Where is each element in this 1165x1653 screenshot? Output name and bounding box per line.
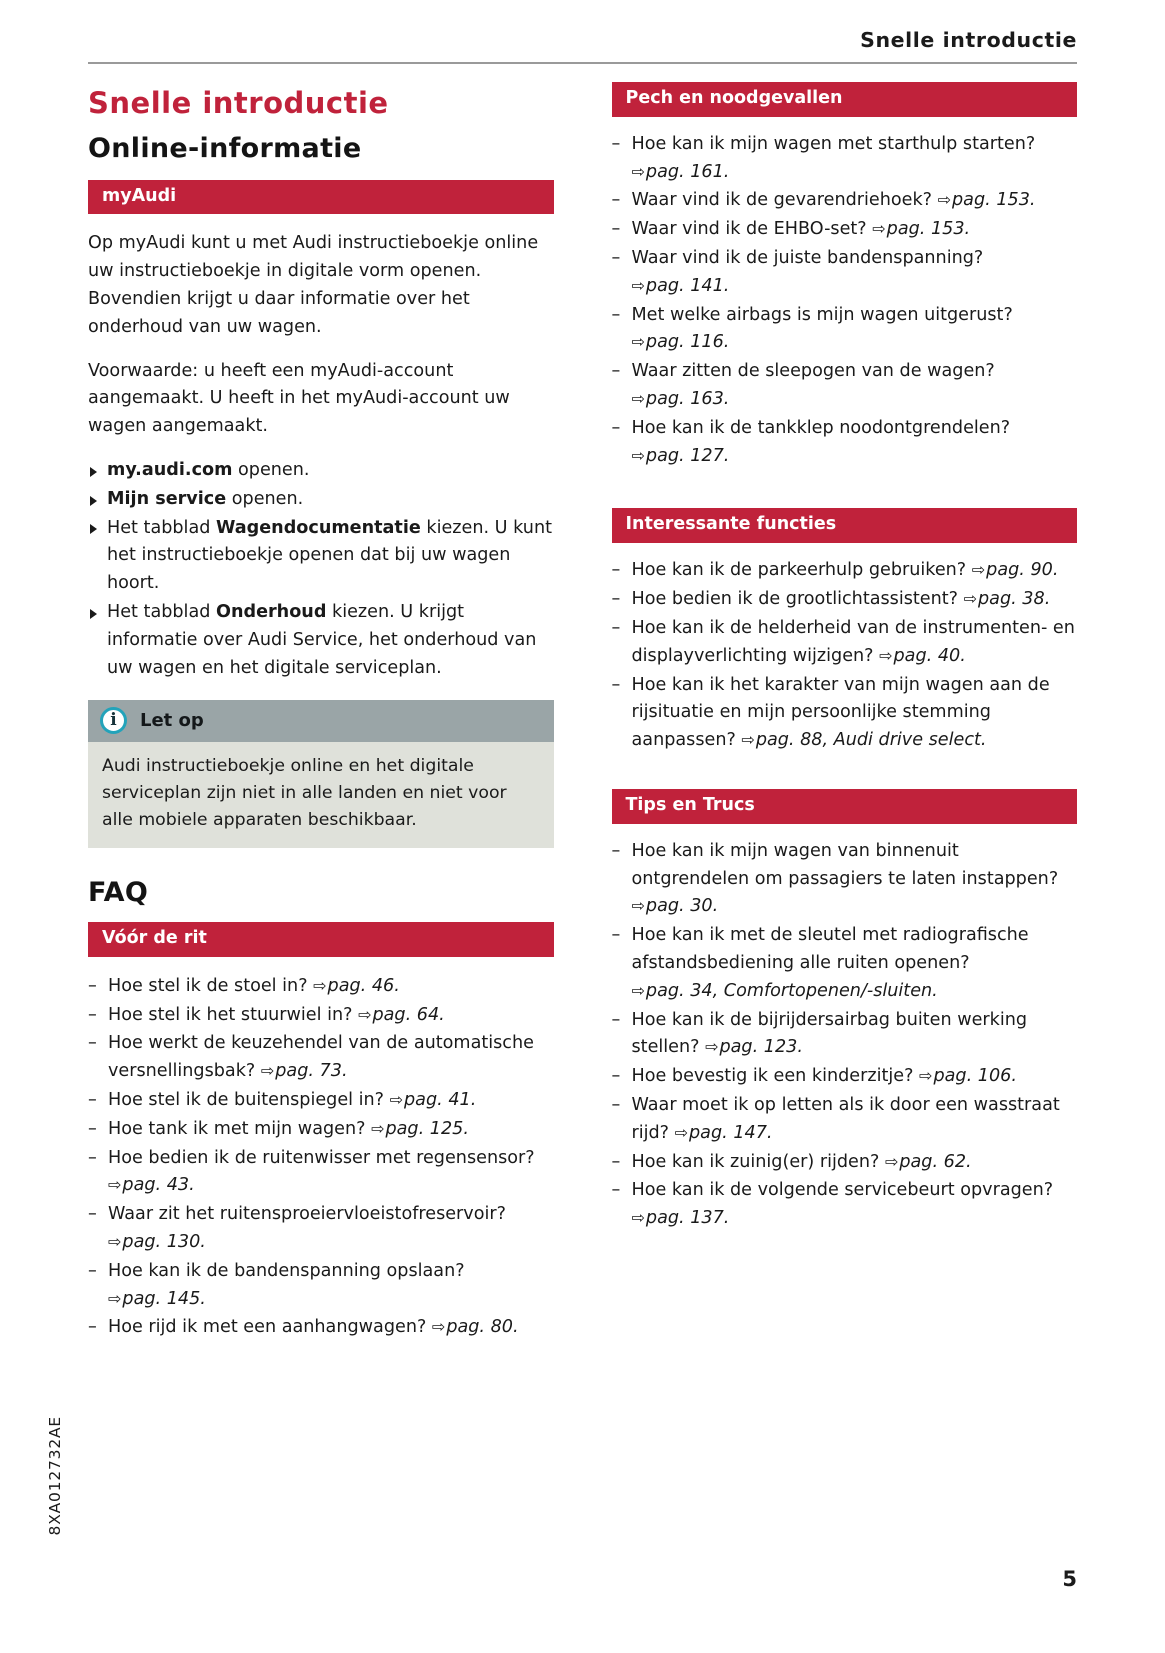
myaudi-action-list	[88, 457, 554, 682]
page-reference-label: pag. 46.	[327, 975, 400, 996]
list-item	[88, 1030, 554, 1086]
page-reference-label: pag. 88, Audi drive select.	[755, 730, 987, 751]
subsection-bar-myaudi: myAudi	[88, 180, 554, 215]
faq-question: Hoe kan ik het karakter van mijn wagen aan de rijsituatie en mijn persoonlijke stemming aanpassen?	[631, 674, 1050, 751]
page-reference-label: pag. 116.	[645, 332, 730, 353]
myaudi-paragraph-1: Op myAudi kunt u met Audi instructieboekje online uw instructieboekje in digitale vorm openen. Bovendien krijgt u daar informatie over het onderhoud van uw wagen.	[88, 233, 539, 337]
arrow-right-icon: ⇨	[108, 1175, 122, 1195]
dash-bullet-icon: –	[611, 1009, 621, 1030]
faq-question: Hoe kan ik de volgende servicebeurt opvragen?	[631, 1180, 1054, 1201]
note-box-title: Let op	[140, 710, 204, 732]
page-reference-label: pag. 153.	[952, 190, 1036, 211]
list-item	[88, 1258, 554, 1314]
list-item	[88, 1116, 554, 1144]
right-column	[612, 82, 1078, 1346]
arrow-right-icon: ⇨	[879, 645, 893, 665]
note-box-header	[88, 700, 554, 742]
arrow-right-icon: ⇨	[631, 980, 645, 1000]
action-bold-term: Onderhoud	[216, 602, 327, 623]
list-item	[612, 302, 1078, 358]
page-number: 5	[1062, 1567, 1077, 1591]
arrow-right-icon: ⇨	[108, 1288, 122, 1308]
dash-bullet-icon: –	[88, 1090, 97, 1111]
page-reference[interactable]	[261, 1061, 348, 1081]
faq-question: Hoe kan ik de tankklep noodontgrendelen?	[631, 417, 1011, 438]
document-part-number: 8XA012732AE	[46, 1415, 64, 1535]
list-item	[88, 599, 554, 682]
subsection-bar-voor-de-rit: Vóór de rit	[88, 922, 554, 957]
dash-bullet-icon: –	[611, 840, 621, 861]
page-reference[interactable]	[632, 389, 730, 409]
arrow-right-icon: ⇨	[631, 389, 645, 409]
triangle-bullet-icon	[90, 496, 97, 506]
page-reference-label: pag. 147.	[689, 1122, 773, 1143]
running-header-title: Snelle introductie	[860, 28, 1077, 52]
note-box	[88, 700, 554, 848]
list-item	[612, 245, 1078, 301]
arrow-right-icon: ⇨	[937, 190, 952, 210]
action-rest: kiezen. U krijgt informatie over Audi Service, het onderhoud van uw wagen en het digitale serviceplan.	[107, 602, 537, 678]
page-reference-label: pag. 80.	[446, 1317, 519, 1338]
faq-question: Hoe kan ik de bandenspanning opslaan?	[108, 1260, 465, 1281]
page-reference[interactable]	[432, 1317, 519, 1337]
page-reference[interactable]	[371, 1119, 469, 1139]
page-reference[interactable]	[632, 1208, 730, 1228]
faq-question: Hoe stel ik het stuurwiel in?	[108, 1004, 353, 1025]
triangle-bullet-icon	[90, 609, 97, 619]
page-reference[interactable]	[964, 589, 1051, 609]
page-reference-label: pag. 30.	[645, 896, 719, 917]
arrow-right-icon: ⇨	[358, 1004, 372, 1024]
dash-bullet-icon: –	[611, 248, 621, 269]
page-reference-label: pag. 127.	[645, 445, 730, 466]
faq-question: Hoe stel ik de buitenspiegel in?	[108, 1090, 385, 1111]
arrow-right-icon: ⇨	[631, 332, 645, 352]
myaudi-paragraph-2: Voorwaarde: u heeft een myAudi-account aangemaakt. U heeft in het myAudi-account uw wagen aangemaakt.	[88, 360, 510, 437]
list-item	[88, 1002, 554, 1030]
page-reference[interactable]	[108, 1232, 206, 1252]
page-reference[interactable]	[358, 1005, 445, 1025]
list-item	[612, 615, 1078, 671]
faq-question: Hoe rijd ik met een aanhangwagen?	[108, 1317, 427, 1338]
page-reference[interactable]	[972, 560, 1059, 580]
page-reference-label: pag. 141.	[645, 275, 730, 296]
faq-question: Hoe kan ik zuinig(er) rijden?	[631, 1151, 880, 1172]
list-item	[612, 557, 1078, 585]
page-reference-label: pag. 145.	[122, 1288, 206, 1309]
list-item	[612, 1063, 1078, 1091]
arrow-right-icon: ⇨	[705, 1037, 719, 1057]
faq-question: Waar zitten de sleepogen van de wagen?	[631, 361, 995, 382]
arrow-right-icon: ⇨	[371, 1118, 385, 1138]
page-reference[interactable]	[705, 1037, 803, 1057]
arrow-right-icon: ⇨	[884, 1151, 899, 1171]
faq-question: Hoe kan ik de parkeerhulp gebruiken?	[631, 560, 967, 581]
list-item	[612, 187, 1078, 215]
arrow-right-icon: ⇨	[631, 1208, 645, 1228]
action-rest: openen.	[232, 460, 310, 481]
page-reference[interactable]	[879, 646, 966, 666]
faq-question: Hoe kan ik de helderheid van de instrumenten- en displayverlichting wijzigen?	[631, 617, 1075, 666]
list-item	[612, 415, 1078, 471]
two-column-layout	[88, 82, 1077, 1346]
arrow-right-icon: ⇨	[313, 975, 327, 995]
dash-bullet-icon: –	[611, 219, 621, 240]
list-item	[612, 358, 1078, 414]
faq-question: Waar vind ik de juiste bandenspanning?	[631, 248, 984, 269]
page-reference[interactable]	[108, 1289, 206, 1309]
dash-bullet-icon: –	[611, 1180, 621, 1201]
list-item	[612, 131, 1078, 187]
left-column	[88, 82, 554, 1346]
faq-list-pech-en-noodgevallen	[612, 131, 1078, 471]
dash-bullet-icon: –	[611, 190, 621, 211]
page-reference[interactable]	[313, 976, 400, 996]
page-reference-label: pag. 90.	[986, 560, 1059, 581]
info-icon: i	[100, 707, 127, 734]
triangle-bullet-icon	[90, 467, 97, 477]
dash-bullet-icon: –	[88, 1317, 97, 1338]
page-reference[interactable]	[632, 981, 938, 1001]
faq-question: Waar moet ik op letten als ik door een wasstraat rijd?	[631, 1094, 1060, 1143]
page-reference[interactable]	[632, 332, 730, 352]
page-reference-label: pag. 73.	[275, 1061, 348, 1082]
dash-bullet-icon: –	[611, 925, 621, 946]
list-item	[612, 1149, 1078, 1177]
subsection-bar-tips-en-trucs: Tips en Trucs	[612, 789, 1078, 824]
dash-bullet-icon: –	[611, 617, 621, 638]
faq-question: Hoe kan ik mijn wagen met starthulp starten?	[631, 133, 1036, 154]
arrow-right-icon: ⇨	[631, 161, 645, 181]
dash-bullet-icon: –	[611, 417, 621, 438]
dash-bullet-icon: –	[611, 674, 621, 695]
page-reference[interactable]	[632, 446, 730, 466]
dash-bullet-icon: –	[88, 1204, 97, 1225]
page-reference-label: pag. 137.	[645, 1208, 730, 1229]
arrow-right-icon: ⇨	[389, 1090, 404, 1110]
page-reference-label: pag. 106.	[933, 1066, 1017, 1087]
page-reference[interactable]	[632, 896, 719, 916]
page-reference[interactable]	[938, 190, 1036, 210]
faq-question: Met welke airbags is mijn wagen uitgerust?	[631, 304, 1013, 325]
arrow-right-icon: ⇨	[631, 445, 645, 465]
action-bold-lead: my.audi.com	[107, 460, 233, 481]
page-reference-label: pag. 40.	[893, 645, 966, 666]
chapter-title: Snelle introductie	[88, 86, 389, 120]
arrow-right-icon: ⇨	[108, 1232, 122, 1252]
dash-bullet-icon: –	[88, 975, 97, 996]
list-item	[88, 1314, 554, 1342]
page-reference[interactable]	[872, 219, 970, 239]
faq-heading: FAQ	[88, 877, 149, 909]
dash-bullet-icon: –	[611, 560, 621, 581]
list-item	[88, 1087, 554, 1115]
arrow-right-icon: ⇨	[631, 896, 645, 916]
faq-question: Hoe bedien ik de grootlichtassistent?	[631, 589, 958, 610]
page-reference[interactable]	[632, 276, 730, 296]
triangle-bullet-icon	[90, 524, 97, 534]
action-pre: Het tabblad	[107, 602, 216, 623]
list-item	[612, 1177, 1078, 1233]
faq-question: Waar vind ik de EHBO-set?	[631, 219, 867, 240]
action-rest: kiezen. U kunt het instructieboekje openen dat bij uw wagen hoort.	[107, 517, 553, 594]
page-reference-label: pag. 123.	[719, 1037, 803, 1058]
faq-question: Hoe kan ik de bijrijdersairbag buiten werking stellen?	[631, 1009, 1028, 1058]
section-spacer	[612, 474, 1078, 508]
list-item	[612, 586, 1078, 614]
faq-question: Hoe kan ik met de sleutel met radiografische afstandsbediening alle ruiten openen?	[631, 925, 1029, 973]
list-item	[612, 1007, 1078, 1063]
page-reference[interactable]	[675, 1123, 773, 1143]
note-box-text: Audi instructieboekje online en het digitale serviceplan zijn niet in alle landen en niet voor alle mobiele apparaten beschikbaar.	[88, 742, 554, 848]
arrow-right-icon: ⇨	[919, 1066, 933, 1086]
page-reference[interactable]	[885, 1152, 972, 1172]
list-item	[612, 1092, 1078, 1148]
list-item	[88, 457, 554, 485]
dash-bullet-icon: –	[88, 1260, 97, 1281]
dash-bullet-icon: –	[611, 133, 621, 154]
dash-bullet-icon: –	[611, 1094, 621, 1115]
list-item	[612, 922, 1078, 1005]
list-item	[88, 1201, 554, 1257]
dash-bullet-icon: –	[611, 589, 621, 610]
dash-bullet-icon: –	[611, 1151, 621, 1172]
page-reference-label: pag. 38.	[978, 589, 1051, 610]
page-reference-label: pag. 163.	[645, 389, 730, 410]
list-item	[88, 973, 554, 1001]
faq-question: Hoe werkt de keuzehendel van de automatische versnellingsbak?	[108, 1033, 534, 1082]
faq-question: Hoe tank ik met mijn wagen?	[108, 1118, 366, 1139]
page-reference[interactable]	[108, 1175, 195, 1195]
section-spacer	[612, 759, 1078, 789]
page-reference-label: pag. 130.	[122, 1232, 206, 1253]
dash-bullet-icon: –	[611, 1066, 621, 1087]
list-item	[88, 486, 554, 514]
page-reference-label: pag. 41.	[404, 1090, 477, 1111]
list-item	[88, 1145, 554, 1201]
page-reference[interactable]	[632, 162, 730, 182]
action-bold-lead: Mijn service	[107, 488, 227, 509]
action-rest: openen.	[226, 488, 304, 509]
faq-list-tips-en-trucs	[612, 838, 1078, 1233]
subsection-bar-pech-en-noodgevallen: Pech en noodgevallen	[612, 82, 1078, 117]
page-reference-label: pag. 34, Comfortopenen/-sluiten.	[645, 980, 938, 1001]
faq-question: Hoe stel ik de stoel in?	[108, 975, 308, 996]
action-pre: Het tabblad	[107, 517, 216, 538]
list-item	[612, 216, 1078, 244]
arrow-right-icon: ⇨	[872, 219, 886, 239]
faq-question: Hoe bevestig ik een kinderzitje?	[631, 1066, 914, 1087]
page-reference-label: pag. 125.	[385, 1118, 469, 1139]
list-item	[612, 838, 1078, 921]
arrow-right-icon: ⇨	[741, 730, 755, 750]
arrow-right-icon: ⇨	[260, 1061, 275, 1081]
list-item	[88, 515, 554, 598]
arrow-right-icon: ⇨	[431, 1317, 446, 1337]
arrow-right-icon: ⇨	[971, 560, 986, 580]
action-bold-term: Wagendocumentatie	[216, 517, 421, 538]
subsection-bar-interessante-functies: Interessante functies	[612, 508, 1078, 543]
dash-bullet-icon: –	[88, 1033, 97, 1054]
faq-question: Hoe kan ik mijn wagen van binnenuit ontgrendelen om passagiers te laten instappen?	[631, 840, 1059, 889]
page-reference-label: pag. 43.	[122, 1175, 195, 1196]
page-reference[interactable]	[741, 730, 986, 750]
list-item	[612, 672, 1078, 755]
page-reference[interactable]	[919, 1066, 1017, 1086]
faq-question: Waar zit het ruitensproeiervloeistofreservoir?	[108, 1204, 506, 1225]
page-reference-label: pag. 161.	[645, 161, 730, 182]
page-reference[interactable]	[390, 1090, 477, 1110]
dash-bullet-icon: –	[88, 1004, 97, 1025]
faq-list-interessante-functies	[612, 557, 1078, 755]
dash-bullet-icon: –	[611, 361, 621, 382]
arrow-right-icon: ⇨	[963, 589, 977, 609]
header-divider	[88, 62, 1077, 64]
page-reference-label: pag. 62.	[899, 1151, 972, 1172]
dash-bullet-icon: –	[611, 304, 621, 325]
dash-bullet-icon: –	[88, 1147, 97, 1168]
faq-question: Waar vind ik de gevarendriehoek?	[631, 190, 933, 211]
section-title: Online-informatie	[88, 132, 362, 164]
faq-list-voor-de-rit	[88, 973, 554, 1342]
faq-question: Hoe bedien ik de ruitenwisser met regensensor?	[108, 1147, 535, 1168]
dash-bullet-icon: –	[88, 1118, 97, 1139]
arrow-right-icon: ⇨	[631, 275, 645, 295]
page-reference-label: pag. 64.	[372, 1004, 445, 1025]
page-reference-label: pag. 153.	[886, 219, 971, 240]
arrow-right-icon: ⇨	[674, 1122, 689, 1142]
